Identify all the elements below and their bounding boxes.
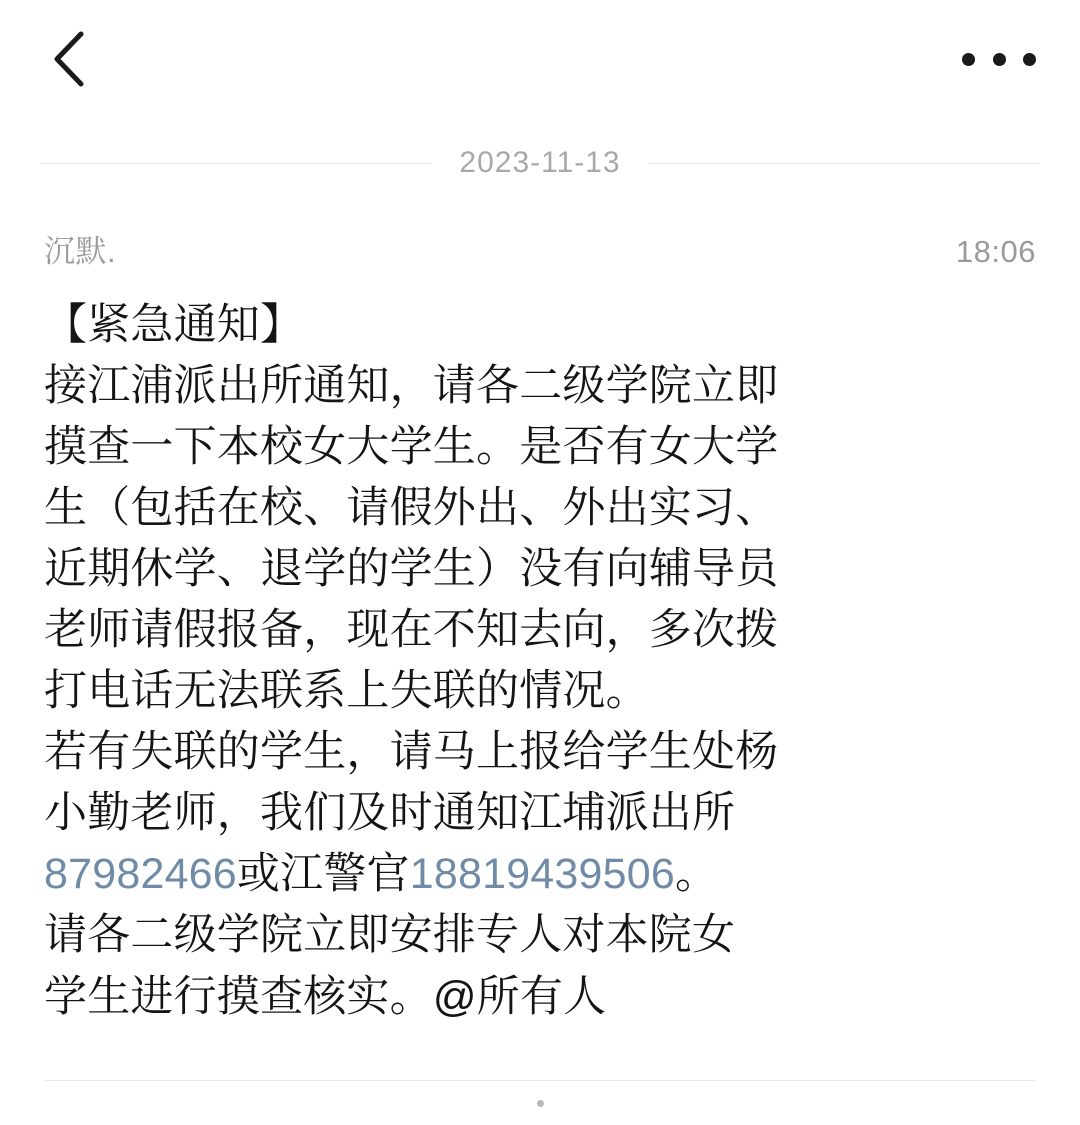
message-line: 接江浦派出所通知，请各二级学院立即 <box>44 362 779 411</box>
message-item <box>0 190 1080 1028</box>
date-separator <box>0 118 1080 190</box>
more-horizontal-icon <box>993 53 1006 66</box>
chevron-left-icon <box>51 30 85 88</box>
message-line: 近期休学、退学的学生）没有向辅导员 <box>44 545 779 594</box>
message-line: 打电话无法联系上失联的情况。 <box>44 667 649 716</box>
top-navigation-bar <box>0 0 1080 118</box>
message-line: 若有失联的学生，请马上报给学生处杨 <box>44 728 779 777</box>
date-separator-rule-right <box>649 163 1040 164</box>
more-options-button[interactable] <box>962 39 1036 79</box>
mention-all-tag[interactable]: @所有人 <box>432 972 607 1021</box>
more-horizontal-icon <box>962 53 975 66</box>
phone-number-link[interactable]: 87982466 <box>44 850 237 899</box>
date-separator-rule-left <box>40 163 431 164</box>
message-timestamp: 18:06 <box>955 234 1036 269</box>
message-line: 摸查一下本校女大学生。是否有女大学 <box>44 423 779 472</box>
bottom-bar <box>0 1081 1080 1125</box>
message-line: 小勤老师，我们及时通知江埔派出所 <box>44 789 736 838</box>
more-horizontal-icon <box>1023 53 1036 66</box>
message-tail-line <box>44 967 1036 1028</box>
message-body[interactable] <box>44 295 1036 1028</box>
phone-line-middle-text: 或江警官 <box>236 850 410 899</box>
phone-line-end-text: 。 <box>675 850 719 899</box>
message-phone-line <box>44 844 1036 905</box>
message-line-text: 学生进行摸查核实。 <box>44 972 433 1021</box>
message-sender[interactable]: 沉默. <box>44 234 117 269</box>
date-separator-label: 2023-11-13 <box>459 146 621 179</box>
dot-icon <box>537 1100 544 1107</box>
back-button[interactable] <box>40 31 96 87</box>
message-line: 请各二级学院立即安排专人对本院女 <box>44 911 736 960</box>
conversation-spacer <box>0 1028 1080 1080</box>
message-line: 生（包括在校、请假外出、外出实习、 <box>44 484 779 533</box>
message-line: 【紧急通知】 <box>44 301 304 349</box>
phone-number-link[interactable]: 18819439506 <box>409 850 675 899</box>
message-header <box>44 226 1036 271</box>
message-line: 老师请假报备，现在不知去向，多次拨 <box>44 606 779 655</box>
